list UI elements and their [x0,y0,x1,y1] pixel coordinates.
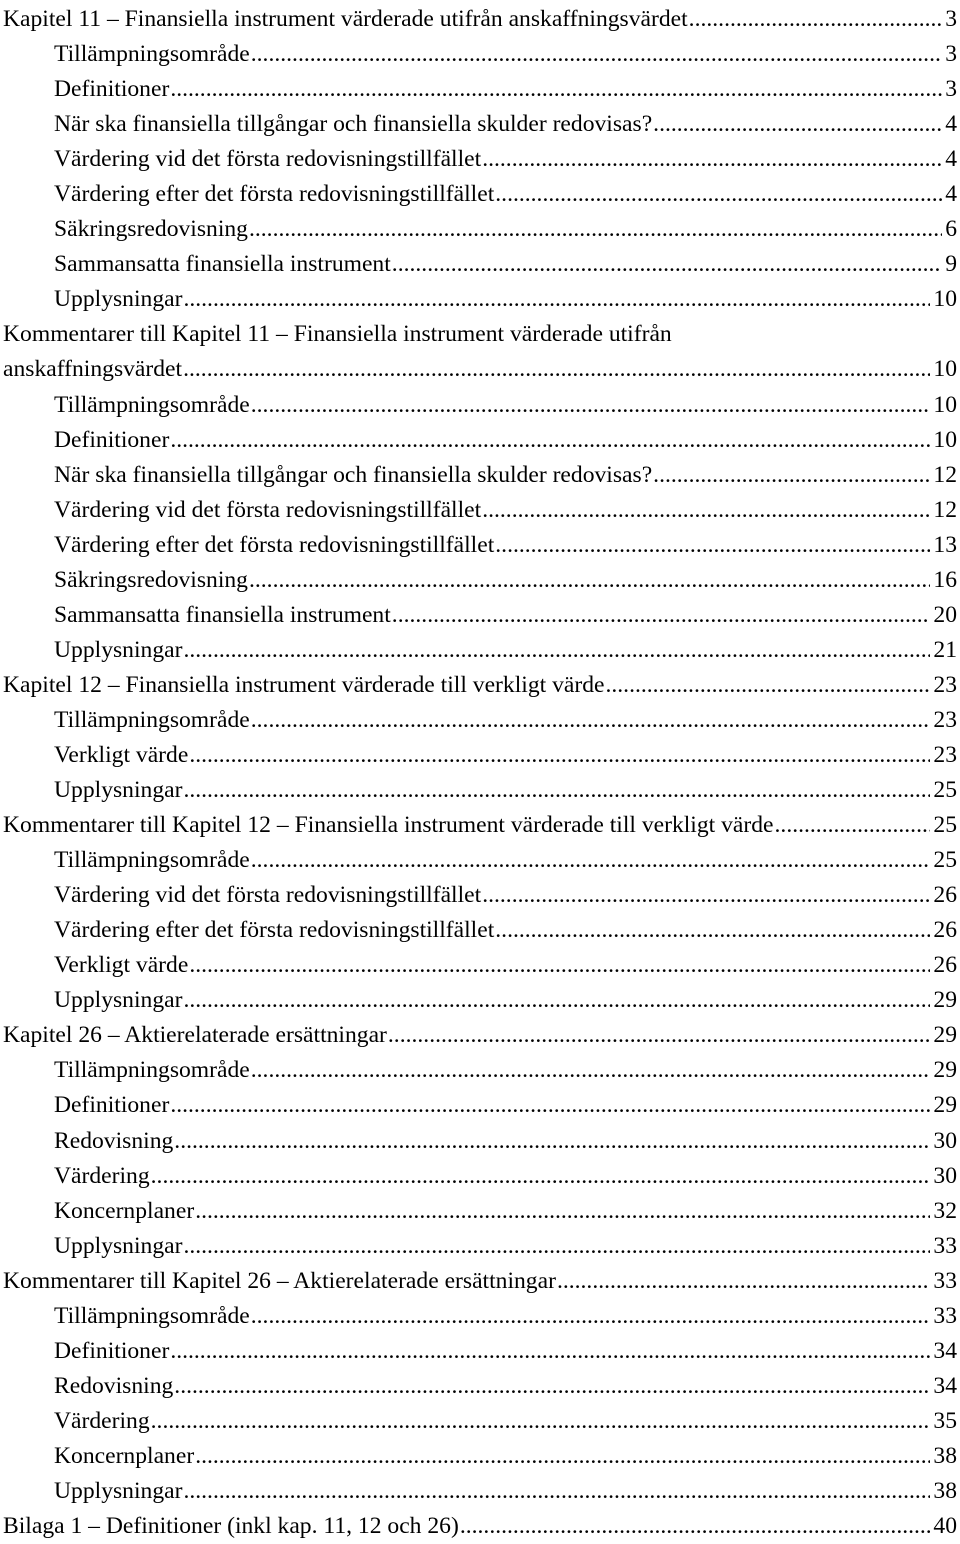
toc-chapter-entry[interactable] [0,2,960,37]
toc-entry-title: Säkringsredovisning [54,216,248,243]
toc-section-entry[interactable] [0,1334,960,1369]
toc-dot-leader [183,282,930,317]
toc-section-entry[interactable] [0,1299,960,1334]
toc-entry-page-number: 25 [933,847,957,874]
toc-entry-title: Definitioner [54,426,170,453]
toc-entry-title: Kommentarer till Kapitel 12 – Finansiella instrument värderade till verkligt värde [3,812,774,839]
toc-entry-title: Upplysningar [54,1477,183,1504]
toc-section-entry[interactable] [0,72,960,107]
toc-entry-page-number: 20 [933,601,957,628]
toc-section-entry[interactable] [0,773,960,808]
toc-dot-leader [170,72,942,107]
toc-section-entry[interactable] [0,142,960,177]
toc-entry-page-number: 6 [945,216,957,243]
toc-section-entry[interactable] [0,247,960,282]
toc-section-entry[interactable] [0,598,960,633]
toc-chapter-entry[interactable] [0,1018,960,1053]
toc-entry-title: Bilaga 1 – Definitioner (inkl kap. 11, 12 och 26) [3,1513,459,1540]
toc-entry-page-number: 23 [933,671,957,698]
toc-dot-leader [482,878,930,913]
toc-entry-title: Värdering [54,1407,150,1434]
toc-entry-title: Värdering vid det första redovisningstillfället [54,146,482,173]
toc-entry-title: Värdering efter det första redovisningstillfället [54,181,495,208]
toc-entry-title: Värdering efter det första redovisningstillfället [54,531,495,558]
toc-section-entry[interactable] [0,493,960,528]
toc-entry-page-number: 35 [933,1407,957,1434]
toc-entry-title: anskaffningsvärdet [3,356,183,383]
toc-section-entry[interactable] [0,948,960,983]
toc-entry-title: Upplysningar [54,987,183,1014]
toc-entry-title: Upplysningar [54,777,183,804]
toc-entry-page-number: 33 [933,1267,957,1294]
toc-dot-leader [183,773,930,808]
toc-entry-page-number: 30 [933,1127,957,1154]
toc-entry-title: Värdering vid det första redovisningstillfället [54,496,482,523]
toc-entry-title: Sammansatta finansiella instrument [54,251,391,278]
toc-dot-leader [189,948,930,983]
toc-dot-leader [251,388,931,423]
toc-entry-page-number: 16 [933,566,957,593]
toc-entry-page-number: 34 [933,1372,957,1399]
toc-entry-page-number: 30 [933,1162,957,1189]
toc-dot-leader [251,703,931,738]
toc-section-entry[interactable] [0,1229,960,1264]
toc-entry-page-number: 29 [933,1057,957,1084]
toc-entry-page-number: 26 [933,882,957,909]
toc-dot-leader [170,423,930,458]
toc-dot-leader [653,458,930,493]
toc-section-entry[interactable] [0,37,960,72]
toc-entry-page-number: 3 [945,76,957,103]
toc-entry-page-number: 32 [933,1197,957,1224]
toc-entry-title: Värdering vid det första redovisningstillfället [54,882,482,909]
toc-entry-title: Upplysningar [54,1232,183,1259]
toc-entry-title: När ska finansiella tillgångar och finansiella skulder redovisas? [54,111,653,138]
toc-entry-title: Kapitel 11 – Finansiella instrument värderade utifrån anskaffningsvärdet [3,6,688,32]
toc-dot-leader [151,1404,931,1439]
toc-entry-page-number: 3 [945,41,957,68]
toc-dot-leader [392,247,942,282]
toc-dot-leader [689,2,943,37]
toc-section-entry[interactable] [0,1053,960,1088]
toc-section-entry[interactable] [0,1474,960,1509]
toc-dot-leader [392,598,931,633]
toc-dot-leader [482,142,942,177]
toc-entry-page-number: 29 [933,987,957,1014]
toc-entry-page-number: 38 [933,1477,957,1504]
toc-entry-title: Koncernplaner [54,1197,195,1224]
toc-dot-leader [251,1299,931,1334]
toc-chapter-entry[interactable] [0,808,960,843]
toc-entry-page-number: 26 [933,917,957,944]
toc-entry-title: Koncernplaner [54,1442,195,1469]
toc-entry-page-number: 13 [933,531,957,558]
toc-section-entry[interactable] [0,843,960,878]
toc-entry-title: När ska finansiella tillgångar och finansiella skulder redovisas? [54,461,653,488]
toc-dot-leader [189,738,930,773]
toc-dot-leader [195,1194,930,1229]
toc-section-entry[interactable] [0,528,960,563]
toc-entry-title: Kapitel 12 – Finansiella instrument värderade till verkligt värde [3,671,605,698]
toc-entry-title: Tillämpningsområde [54,847,250,874]
toc-dot-leader [195,1439,930,1474]
toc-entry-title: Tillämpningsområde [54,391,250,418]
toc-entry-title: Upplysningar [54,286,183,313]
toc-entry-page-number: 29 [933,1092,957,1119]
toc-entry-page-number: 25 [933,812,957,839]
toc-dot-leader [495,528,930,563]
toc-dot-leader [183,633,930,668]
toc-entry-page-number: 33 [933,1232,957,1259]
toc-chapter-entry[interactable] [0,668,960,703]
toc-dot-leader [482,493,930,528]
toc-entry-title: Tillämpningsområde [54,706,250,733]
toc-entry-page-number: 21 [933,636,957,663]
toc-dot-leader [251,843,931,878]
toc-section-entry[interactable] [0,212,960,247]
toc-section-entry[interactable] [0,1159,960,1194]
toc-entry-title: Kapitel 26 – Aktierelaterade ersättningar [3,1022,387,1049]
toc-entry-title: Kommentarer till Kapitel 11 – Finansiella instrument värderade utifrån [3,321,672,348]
toc-section-entry[interactable] [0,177,960,212]
toc-entry-page-number: 23 [933,741,957,768]
toc-chapter-entry[interactable] [0,1264,960,1299]
toc-entry-page-number: 10 [933,426,957,453]
toc-entry-title: Värdering [54,1162,150,1189]
toc-section-entry[interactable] [0,983,960,1018]
toc-dot-leader [249,563,930,598]
toc-section-entry[interactable] [0,1088,960,1123]
toc-entry-title: Upplysningar [54,636,183,663]
toc-entry-title: Värdering efter det första redovisningstillfället [54,917,495,944]
toc-section-entry[interactable] [0,913,960,948]
toc-entry-page-number: 33 [933,1302,957,1329]
toc-section-entry[interactable] [0,703,960,738]
toc-entry-title: Redovisning [54,1127,174,1154]
toc-section-entry[interactable] [0,458,960,493]
toc-entry-title: Verkligt värde [54,952,189,979]
toc-entry-title: Definitioner [54,76,170,103]
toc-entry-page-number: 29 [933,1022,957,1049]
toc-dot-leader [495,177,942,212]
toc-section-entry[interactable] [0,1194,960,1229]
toc-section-entry[interactable] [0,878,960,913]
toc-section-entry[interactable] [0,388,960,423]
toc-dot-leader [170,1334,930,1369]
toc-dot-leader [251,37,942,72]
toc-dot-leader [495,913,930,948]
toc-section-entry[interactable] [0,1124,960,1159]
toc-dot-leader [775,808,931,843]
toc-section-entry[interactable] [0,633,960,668]
toc-entry-title: Säkringsredovisning [54,566,248,593]
toc-dot-leader [388,1018,931,1053]
toc-dot-leader [174,1124,930,1159]
toc-entry-page-number: 40 [933,1513,957,1540]
toc-dot-leader [605,668,930,703]
toc-section-entry[interactable] [0,107,960,142]
toc-chapter-entry[interactable] [0,317,960,352]
toc-entry-page-number: 23 [933,706,957,733]
toc-entry-page-number: 12 [933,461,957,488]
toc-section-entry[interactable] [0,282,960,317]
toc-entry-page-number: 10 [933,391,957,418]
toc-entry-title: Kommentarer till Kapitel 26 – Aktierelaterade ersättningar [3,1267,556,1294]
toc-entry-page-number: 10 [933,286,957,313]
toc-dot-leader [183,983,930,1018]
toc-dot-leader [251,1053,931,1088]
toc-entry-title: Tillämpningsområde [54,1057,250,1084]
toc-section-entry[interactable] [0,1439,960,1474]
toc-entry-page-number: 9 [945,251,957,278]
toc-entry-page-number: 12 [933,496,957,523]
toc-entry-title: Tillämpningsområde [54,41,250,68]
toc-section-entry[interactable] [0,738,960,773]
toc-entry-title: Tillämpningsområde [54,1302,250,1329]
toc-entry-page-number: 4 [945,146,957,173]
toc-entry-title: Verkligt värde [54,741,189,768]
toc-entry-page-number: 10 [933,356,957,383]
toc-dot-leader [249,212,942,247]
toc-entry-page-number: 4 [945,181,957,208]
toc-dot-leader [174,1369,930,1404]
toc-entry-page-number: 38 [933,1442,957,1469]
toc-chapter-entry[interactable] [0,352,960,387]
toc-section-entry[interactable] [0,1404,960,1439]
toc-dot-leader [557,1264,930,1299]
toc-entry-page-number: 26 [933,952,957,979]
toc-dot-leader [183,352,930,387]
toc-dot-leader [151,1159,931,1194]
toc-dot-leader [183,1474,930,1509]
toc-section-entry[interactable] [0,423,960,458]
toc-dot-leader [653,107,942,142]
toc-section-entry[interactable] [0,1369,960,1404]
toc-dot-leader [170,1088,930,1123]
toc-dot-leader [183,1229,930,1264]
toc-section-entry[interactable] [0,563,960,598]
toc-entry-page-number: 25 [933,777,957,804]
toc-entry-title: Definitioner [54,1337,170,1364]
toc-entry-title: Redovisning [54,1372,174,1399]
toc-entry-page-number: 3 [945,6,957,32]
toc-entry-title: Sammansatta finansiella instrument [54,601,391,628]
toc-entry-page-number: 4 [945,111,957,138]
toc-entry-page-number: 34 [933,1337,957,1364]
toc-entry-title: Definitioner [54,1092,170,1119]
